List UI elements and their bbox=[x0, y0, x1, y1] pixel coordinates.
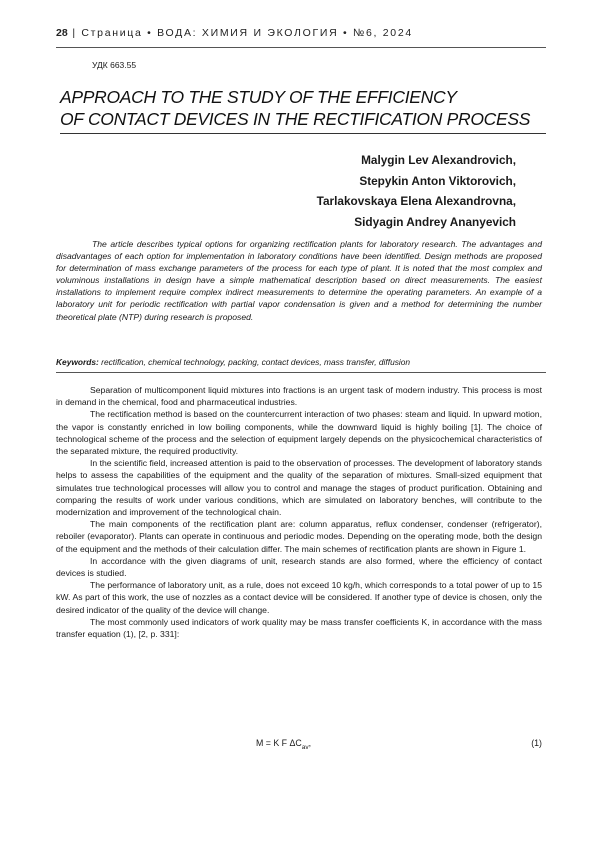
keywords-text: rectification, chemical technology, packing, contact devices, mass transfer, diffusion bbox=[98, 357, 411, 367]
running-title: Страница • ВОДА: ХИМИЯ И ЭКОЛОГИЯ • №6, 2024 bbox=[81, 27, 413, 39]
keywords bbox=[56, 357, 546, 367]
udk-code: УДК 663.55 bbox=[92, 60, 137, 70]
body-paragraph: The most commonly used indicators of work quality may be mass transfer coefficients K, in accordance with the mass transfer equation (1), [2, p. 331]: bbox=[56, 616, 542, 640]
body-paragraph: The rectification method is based on the countercurrent interaction of two phases: steam and liquid. In upward motion, the vapor is constantly enriched in low boiling components, while the downward liquid is highly boiling [1]. The choice of technological scheme of the process and the selection of equipment largely depends on the physicochemical characteristics of the separated mixture, the required productivity. bbox=[56, 409, 542, 457]
title-line-2: OF CONTACT DEVICES IN THE RECTIFICATION PROCESS bbox=[60, 109, 531, 129]
body-paragraph: Separation of multicomponent liquid mixtures into fractions is an urgent task of modern industry. This process is most in demand in the chemical, food and pharmaceutical industries. bbox=[56, 385, 542, 408]
body-paragraph: In accordance with the given diagrams of unit, research stands are also formed, where the efficiency of contact devices is studied. bbox=[56, 555, 542, 579]
body-paragraph: The main components of the rectification plant are: column apparatus, reflux condenser, condenser (refrigerator), reboiler (evaporator). Plants can operate in continuous and periodic modes. Depending on the operating mode, both the design of the equipment and the methods of their calculation differ. The main schemes of rectification plants are shown in Figure 1. bbox=[56, 519, 542, 554]
header-divider bbox=[56, 47, 546, 48]
running-header bbox=[56, 27, 546, 45]
page-number: 28 bbox=[56, 27, 68, 39]
author-name: Sidyagin Andrey Ananyevich bbox=[354, 214, 516, 229]
body-paragraph: The performance of laboratory unit, as a rule, does not exceed 10 kg/h, which corresponds to a total power of up to 15 kW. As part of this work, the use of nozzles as a contact device will be considered. If another type of device is chosen, only the desired indicator of the quality of the device will change. bbox=[56, 580, 542, 615]
article-title bbox=[60, 86, 550, 130]
abstract bbox=[56, 238, 542, 323]
equation-1 bbox=[56, 738, 542, 752]
title-line-1: APPROACH TO THE STUDY OF THE EFFICIENCY bbox=[60, 87, 457, 107]
title-underline bbox=[60, 133, 546, 134]
header-separator: | bbox=[72, 27, 77, 39]
author-name: Tarlakovskaya Elena Alexandrovna, bbox=[316, 194, 516, 208]
keywords-label: Keywords: bbox=[56, 357, 99, 367]
equation-subscript: av bbox=[301, 743, 309, 751]
abstract-text: The article describes typical options for organizing rectification plants for laboratory research. The advantages and disadvantages of each option for implementation in laboratory conditions have been identified. Design methods are proposed for determination of mass exchange parameters of the process for each type of plant. It is noted that the most complex and voluminous installations in design have a simple mathematical description based on direct measurements. The easiest installations to implement require complex indirect measurements to determine the operating parameters. An example of a laboratory unit for periodic rectification with partial vapor condensation is given and a method for determining the number theoretical plate (NTP) during research is proposed. bbox=[56, 239, 542, 322]
equation-expression bbox=[256, 738, 311, 751]
equation-number: (1) bbox=[531, 738, 542, 748]
equation-main: M = K F ΔC bbox=[256, 738, 302, 748]
keywords-divider bbox=[56, 372, 546, 373]
author-name: Stepykin Anton Viktorovich, bbox=[359, 173, 516, 188]
article-body bbox=[56, 384, 542, 640]
author-list bbox=[317, 150, 516, 232]
equation-trail: , bbox=[308, 738, 312, 748]
body-paragraph: In the scientific field, increased attention is paid to the observation of processes. The development of laboratory stands helps to assess the capabilities of the equipment and the quality of the separation of mixtures. Small-sized equipment that simulates true technological processes will allow you to control and manage the stages of product purification. Obtaining and comparing the results of work under various conditions, which are simulated on laboratory benches, will contribute to the modernization and improvement of the technological chain. bbox=[56, 458, 542, 518]
author-name: Malygin Lev Alexandrovich, bbox=[361, 153, 516, 167]
